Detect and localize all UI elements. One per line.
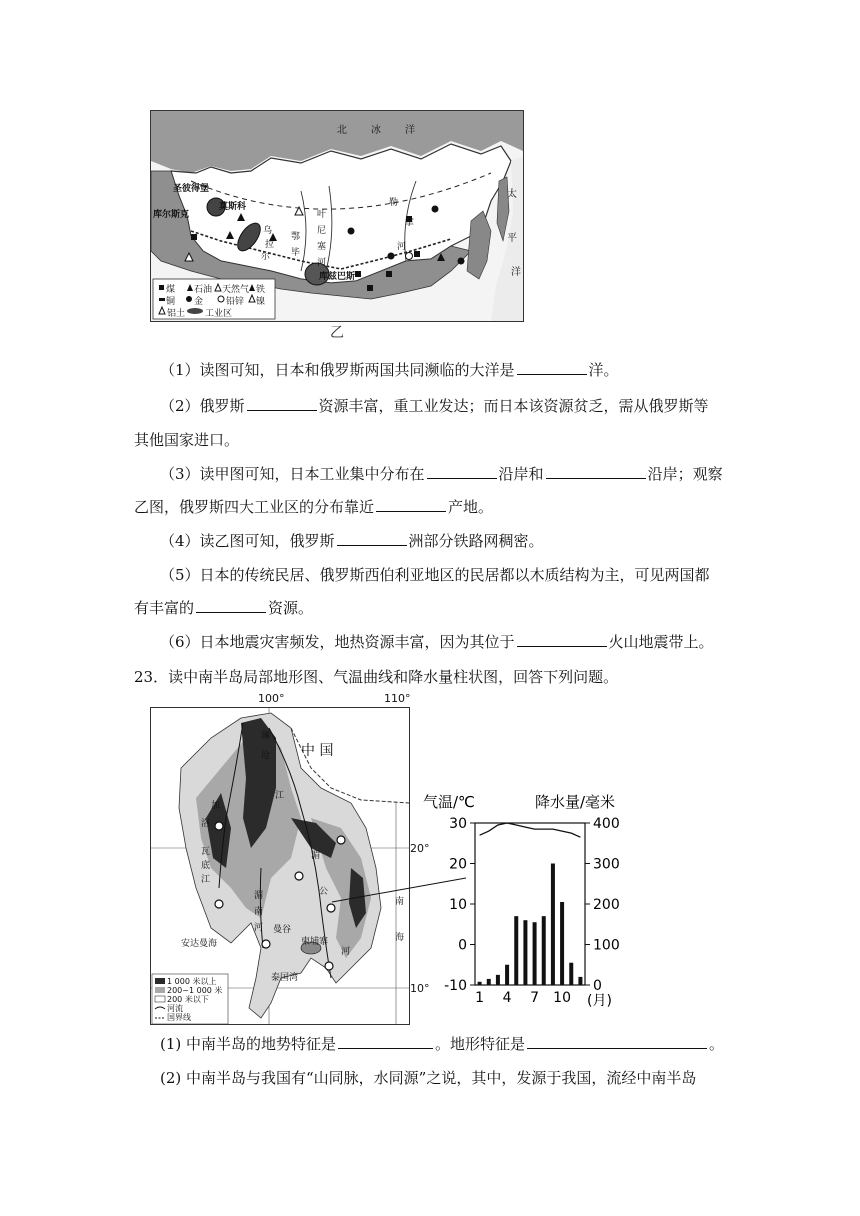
precip-bar: [533, 922, 537, 985]
cambodia-label: 柬埔寨: [301, 937, 329, 947]
china-label: 中 国: [301, 743, 334, 759]
yenisei-label: 叶: [317, 210, 327, 220]
mekong-label: 湄: [311, 851, 321, 861]
xtick-label: 10: [553, 990, 571, 1006]
precip-bar: [487, 979, 491, 985]
ytick-right-label: 300: [593, 856, 620, 873]
precip-bar: [578, 977, 582, 985]
ylabel-left: 气温/℃: [423, 793, 475, 811]
pacific-label: 平: [507, 233, 517, 244]
legend-river: 河流: [167, 1004, 183, 1013]
irrawaddy-label: 底: [201, 861, 211, 871]
legend-industrial: 工业区: [205, 309, 233, 319]
precip-bar: [505, 965, 509, 985]
question-23-1: (1) 中南半岛的地势特征是 。地形特征是 。: [160, 1035, 725, 1053]
ural-label: 拉: [265, 240, 275, 250]
irrawaddy-label: 瓦: [201, 847, 211, 857]
jiali-label: 加: [211, 801, 221, 811]
pacific-label: 太: [507, 189, 517, 200]
lancang-label: 澜: [261, 731, 271, 741]
question-22-5-cont: 有丰富的 资源。: [134, 599, 314, 617]
yenisei-label: 塞: [317, 242, 327, 252]
indochina-terrain-map: [150, 707, 410, 1025]
south-sea-label: 海: [395, 933, 405, 943]
answer-blank[interactable]: [546, 464, 646, 479]
answer-blank[interactable]: [376, 497, 446, 512]
precip-bar: [569, 963, 573, 985]
temperature-line: [480, 823, 581, 837]
lena-label: 拿: [405, 218, 415, 228]
legend-gold: 金: [194, 297, 204, 307]
legend-gas: 天然气: [222, 285, 250, 295]
kuzbass-label: 库兹巴斯: [319, 272, 356, 282]
question-22-3: （3）读甲图可知，日本工业集中分布在 沿岸和 沿岸；观察: [160, 465, 723, 483]
precip-bar: [551, 864, 555, 986]
ytick-left-label: 20: [449, 856, 467, 873]
precip-bar: [542, 916, 546, 985]
legend-copper: 铜: [166, 297, 176, 307]
legend-border: 国界线: [167, 1013, 191, 1022]
ural-label: 乌: [263, 226, 273, 236]
question-23-head: 23．读中南半岛局部地形图、气温曲线和降水量柱状图，回答下列问题。: [134, 668, 619, 686]
ylabel-right: 降水量/毫米: [535, 793, 616, 811]
lena-label: 河: [397, 242, 407, 252]
answer-blank[interactable]: [527, 1034, 707, 1049]
lena-label: 勒: [389, 198, 399, 208]
lat-10-label: 10°: [410, 982, 430, 995]
mekong-label: 河: [341, 947, 351, 957]
russia-resource-map: [150, 110, 524, 322]
pacific-label: 洋: [511, 267, 521, 278]
precip-bar: [496, 975, 500, 985]
answer-blank[interactable]: [517, 632, 607, 647]
ytick-left-label: 10: [449, 897, 467, 913]
ural-label: 尔: [261, 252, 271, 262]
st-petersburg-label: 圣彼得堡: [173, 184, 210, 194]
plot-frame: [475, 823, 585, 985]
question-22-3-cont: 乙图，俄罗斯四大工业区的分布靠近 产地。: [134, 498, 494, 516]
answer-blank[interactable]: [247, 396, 317, 411]
irrawaddy-label: 江: [201, 875, 211, 885]
arctic-label: 洋: [405, 125, 415, 136]
answer-blank[interactable]: [337, 531, 407, 546]
precip-bar: [523, 920, 527, 985]
legend-coal: 煤: [166, 285, 176, 295]
ytick-left-label: 30: [449, 816, 467, 832]
precip-bar: [514, 916, 518, 985]
legend-highland: 1 000 米以上: [167, 977, 217, 986]
menam-label: 河: [254, 923, 264, 933]
irrawaddy-label: 洛: [201, 819, 211, 829]
map-caption: 乙: [330, 325, 344, 341]
lon-110-label: 110°: [384, 692, 411, 705]
question-22-2: （2）俄罗斯 资源丰富，重工业发达；而日本该资源贫乏，需从俄罗斯等: [160, 397, 709, 415]
thai-gulf-label: 泰国湾: [271, 973, 299, 983]
question-22-2-cont: 其他国家进口。: [134, 431, 240, 449]
ytick-left-label: 0: [458, 937, 467, 954]
legend-bauxite: 铝土: [167, 309, 186, 319]
arctic-label: 北: [337, 125, 347, 136]
legend-hill: 200~1 000 米: [167, 986, 223, 995]
ob-label: 鄂: [291, 232, 301, 242]
answer-blank[interactable]: [427, 464, 497, 479]
legend-oil: 石油: [194, 285, 213, 295]
moscow-label: 莫斯科: [219, 202, 247, 212]
answer-blank[interactable]: [338, 1034, 433, 1049]
legend-lead-zinc: 铅锌: [226, 297, 245, 307]
question-22-1: （1）读图可知，日本和俄罗斯两国共同濒临的大洋是 洋。: [160, 361, 619, 379]
arctic-label: 冰: [371, 125, 381, 136]
menam-label: 湄: [254, 891, 264, 901]
lancang-label: 沧: [261, 751, 271, 761]
question-22-5: （5）日本的传统民居、俄罗斯西伯利亚地区的民居都以木质结构为主，可见两国都: [160, 566, 710, 584]
climate-chart: [415, 785, 655, 1015]
legend-iron: 铁: [256, 285, 266, 295]
lancang-label: 江: [275, 791, 285, 801]
precip-bar: [478, 982, 482, 985]
xtick-label: 7: [530, 990, 540, 1006]
lat-20-label: 20°: [410, 842, 430, 855]
ytick-right-label: 200: [593, 897, 620, 913]
kursk-label: 库尔斯克: [153, 210, 190, 220]
bangkok-label: 曼谷: [273, 925, 292, 935]
precip-bar: [560, 902, 564, 985]
xlabel: (月): [587, 993, 612, 1009]
ob-label: 毕: [291, 248, 301, 258]
legend-nickel: 镍: [256, 297, 266, 307]
yenisei-label: 河: [317, 258, 327, 268]
question-22-6: （6）日本地震灾害频发，地热资源丰富，因为其位于 火山地震带上。: [160, 633, 714, 651]
lon-100-label: 100°: [258, 692, 285, 705]
menam-label: 南: [254, 907, 264, 917]
ytick-left-label: -10: [444, 978, 467, 994]
ytick-right-label: 100: [593, 937, 620, 954]
yenisei-label: 尼: [317, 226, 327, 236]
answer-blank[interactable]: [196, 598, 266, 613]
question-22-4: （4）读乙图可知，俄罗斯 洲部分铁路网稠密。: [160, 532, 544, 550]
ytick-right-label: 400: [593, 816, 620, 832]
question-23-2: (2) 中南半岛与我国有“山同脉，水同源”之说，其中，发源于我国，流经中南半岛: [160, 1069, 697, 1087]
answer-blank[interactable]: [517, 360, 587, 375]
ytick-right-label: 0: [593, 978, 602, 994]
xtick-label: 4: [502, 990, 512, 1006]
andaman-label: 安达曼海: [181, 939, 218, 949]
mekong-label: 公: [319, 887, 329, 897]
legend-lowland: 200 米以下: [167, 995, 209, 1004]
xtick-label: 1: [475, 990, 485, 1006]
south-sea-label: 南: [395, 897, 405, 907]
